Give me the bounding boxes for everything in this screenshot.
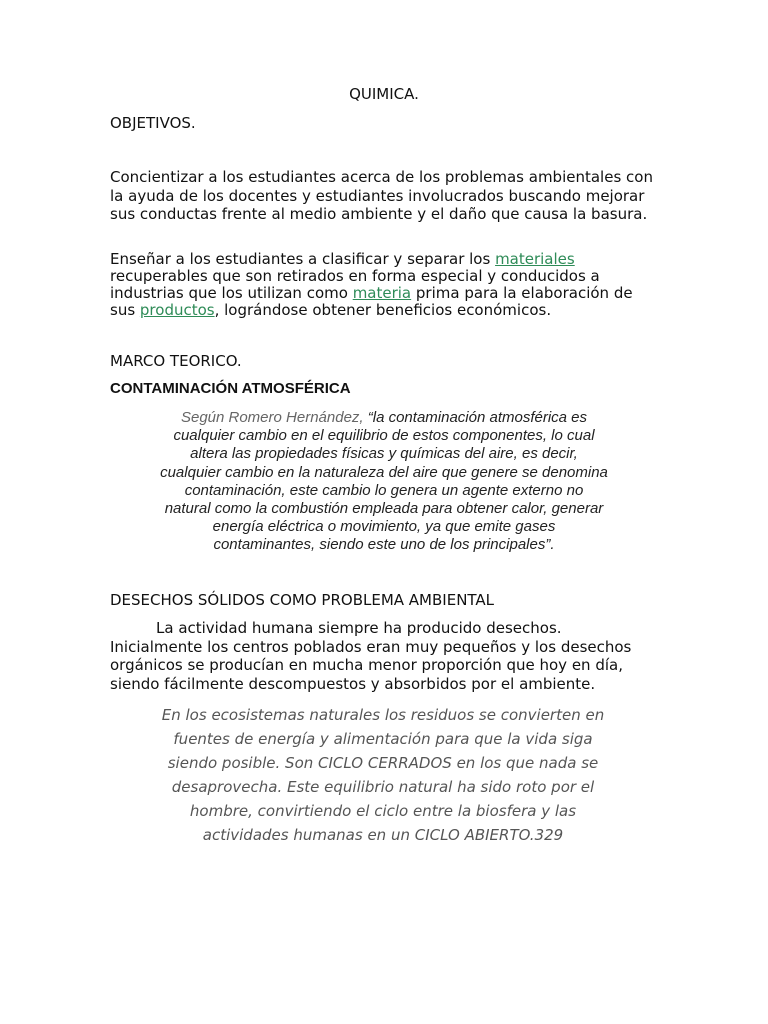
marco-teorico-heading: MARCO TEORICO.	[110, 352, 242, 370]
paragraph-text: La actividad humana siempre ha producido desechos. Inicialmente los centros poblados eran muy pequeños y los desechos orgánicos se producían en mucha menor proporción que hoy en día, siendo fácilmente descompuestos y absorbidos por el ambiente.	[110, 619, 632, 693]
atmospheric-quote	[160, 409, 608, 555]
objective-paragraph-2	[110, 251, 658, 319]
desechos-heading: DESECHOS SÓLIDOS COMO PROBLEMA AMBIENTAL	[110, 591, 495, 609]
paragraph-text: Enseñar a los estudiantes a clasificar y separar los	[110, 250, 496, 268]
page-title: QUIMICA.	[349, 85, 419, 103]
objectives-heading: OBJETIVOS.	[110, 114, 196, 132]
paragraph-text: , lográndose obtener beneficios económicos.	[214, 301, 552, 319]
link-productos[interactable]: productos	[139, 301, 215, 319]
paragraph-text: recuperables que son retirados en forma especial y conducidos a industrias que los utilizan como	[110, 267, 600, 302]
desechos-paragraph	[110, 619, 658, 693]
quote-author: Según Romero Hernández,	[180, 409, 368, 426]
link-materia[interactable]: materia	[352, 284, 412, 302]
contaminacion-heading: CONTAMINACIÓN ATMOSFÉRICA	[110, 380, 351, 397]
link-materiales[interactable]: materiales	[495, 250, 575, 268]
quote-text: “la contaminación atmosférica es cualquier cambio en el equilibrio de estos componentes, lo cual altera las propiedades físicas y químicas del aire, es decir, cualquier cambio en la naturaleza del aire que genere se denomina contaminación, este cambio lo genera un agente externo no natural como la combustión empleada para obtener calor, generar energía eléctrica o movimiento, ya que emite gases contaminantes, siendo este uno de los principales”.	[160, 409, 608, 554]
ecosystem-quote: En los ecosistemas naturales los residuos se convierten en fuentes de energía y alimentación para que la vida siga siendo posible. Son CICLO CERRADOS en los que nada se desaprovecha. Este equilibrio natural ha sido roto por el hombre, convirtiendo el ciclo entre la biosfera y las actividades humanas en un CICLO ABIERTO.329	[161, 706, 605, 844]
paragraph-text: prima para la elaboración de sus	[110, 284, 633, 319]
objective-paragraph-1: Concientizar a los estudiantes acerca de los problemas ambientales con la ayuda de los docentes y estudiantes involucrados buscando mejorar sus conductas frente al medio ambiente y el daño que causa la basura.	[110, 168, 653, 223]
